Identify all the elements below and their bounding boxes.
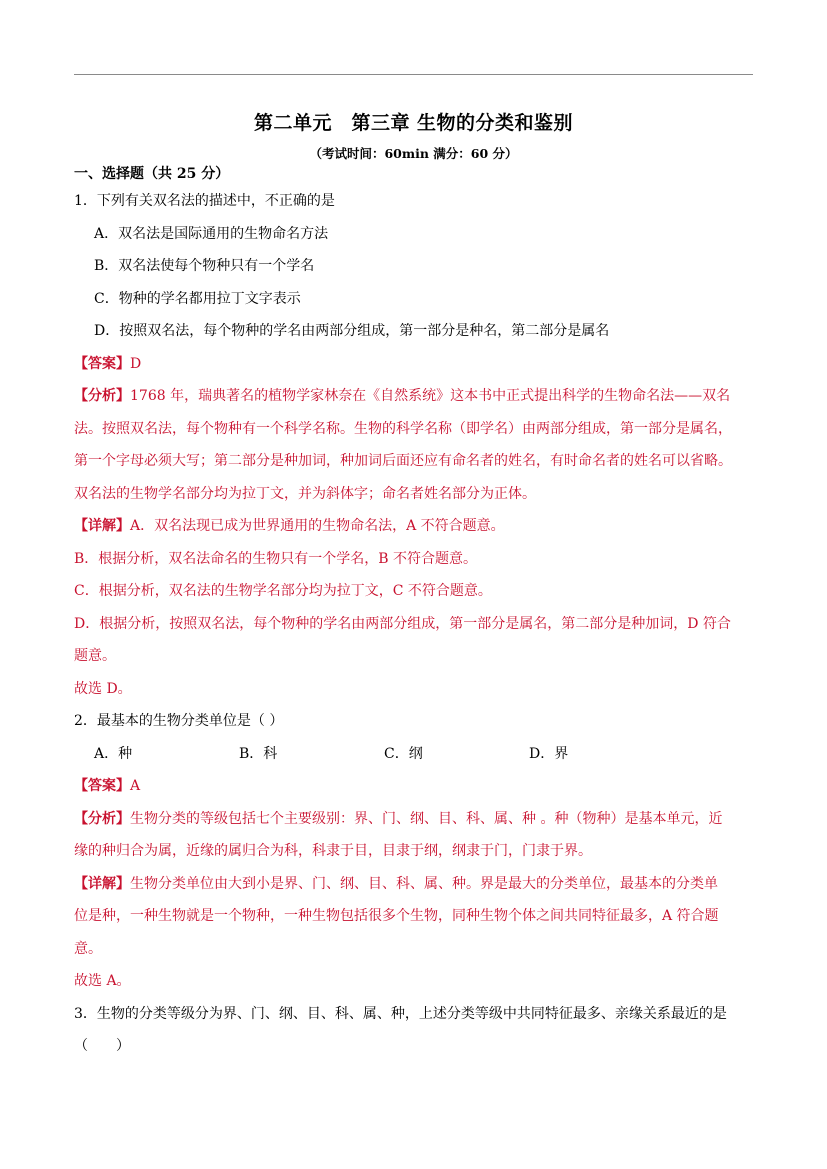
q1-option-a: A．双名法是国际通用的生物命名方法 xyxy=(94,225,329,242)
q2-answer xyxy=(74,770,753,803)
q1-analysis-line: 双名法的生物学名部分均为拉丁文，并为斜体字；命名者姓名部分为正体。 xyxy=(74,485,536,502)
q1-analysis-line: 第一个字母必须大写；第二部分是种加词，种加词后面还应有命名者的姓名，有时命名者的姓名可以省略。 xyxy=(74,453,732,469)
q1-detail-line: B．根据分析，双名法命名的生物只有一个学名，B 不符合题意。 xyxy=(74,550,478,567)
section-heading: 一、选择题（共 25 分） xyxy=(74,166,230,182)
exam-info: （考试时间：60min 满分：60 分） xyxy=(309,146,518,161)
q1-conclusion: 故选 D。 xyxy=(74,680,132,697)
q2-option-c: C．纲 xyxy=(384,745,423,762)
q1-option-b: B．双名法使每个物种只有一个学名 xyxy=(94,258,315,274)
q2-conclusion: 故选 A。 xyxy=(74,973,131,989)
header-rule xyxy=(74,74,753,75)
q1-detail-line: C．根据分析，双名法的生物学名部分均为拉丁文，C 不符合题意。 xyxy=(74,583,492,599)
question-1-stem: 1．下列有关双名法的描述中，不正确的是 xyxy=(74,193,335,209)
answer-value: D xyxy=(130,355,142,372)
answer-value: A xyxy=(130,778,141,794)
q1-answer xyxy=(74,348,753,381)
q1-detail-line: 【详解】A．双名法现已成为世界通用的生物命名法，A 不符合题意。 xyxy=(74,518,505,534)
q1-analysis-line: 法。按照双名法，每个物种有一个科学名称。生物的科学名称（即学名）由两部分组成，第一部分是属名， xyxy=(74,420,732,437)
question-2-stem: 2．最基本的生物分类单位是（ ） xyxy=(74,713,284,729)
q1-detail-line: D．根据分析，按照双名法，每个物种的学名由两部分组成，第一部分是属名，第二部分是种加词，D 符合 xyxy=(74,615,731,632)
q1-option-d: D．按照双名法，每个物种的学名由两部分组成，第一部分是种名，第二部分是属名 xyxy=(94,323,610,339)
q2-option-b: B．科 xyxy=(239,745,278,762)
answer-tag: 【答案】 xyxy=(74,355,130,372)
q2-detail-line: 意。 xyxy=(74,940,102,957)
q2-detail-line: 位是种，一种生物就是一个物种，一种生物包括很多个生物，同种生物个体之间共同特征最多，A 符合题 xyxy=(74,908,719,924)
q1-option-c: C．物种的学名都用拉丁文字表示 xyxy=(94,290,301,307)
analysis-tag: 【分析】 xyxy=(74,388,130,404)
analysis-tag: 【分析】 xyxy=(74,810,130,827)
document-body xyxy=(74,163,753,1063)
q1-analysis-line: 【分析】1768 年，瑞典著名的植物学家林奈在《自然系统》这本书中正式提出科学的生物命名法——双名 xyxy=(74,388,731,404)
detail-tag: 【详解】 xyxy=(74,518,130,534)
question-3-stem: （ ） xyxy=(74,1038,130,1054)
detail-tag: 【详解】 xyxy=(74,875,130,892)
answer-tag: 【答案】 xyxy=(74,778,130,794)
q2-analysis-line: 【分析】生物分类的等级包括七个主要级别：界、门、纲、目、科、属、种 。种（物种）是基本单元，近 xyxy=(74,810,723,827)
q1-detail-line: 题意。 xyxy=(74,648,116,664)
page-title: 第二单元 第三章 生物的分类和鉴别 xyxy=(253,112,574,134)
q2-analysis-line: 缘的种归合为属，近缘的属归合为科，科隶于目，目隶于纲，纲隶于门，门隶于界。 xyxy=(74,843,592,859)
q2-options xyxy=(74,738,753,771)
q2-option-a: A．种 xyxy=(94,745,133,762)
q2-detail-line: 【详解】生物分类单位由大到小是界、门、纲、目、科、属、种。界是最大的分类单位，最基本的分类单 xyxy=(74,875,718,892)
q2-option-d: D．界 xyxy=(529,745,569,762)
question-3-stem: 3．生物的分类等级分为界、门、纲、目、科、属、种，上述分类等级中共同特征最多、亲缘关系最近的是 xyxy=(74,1005,727,1022)
